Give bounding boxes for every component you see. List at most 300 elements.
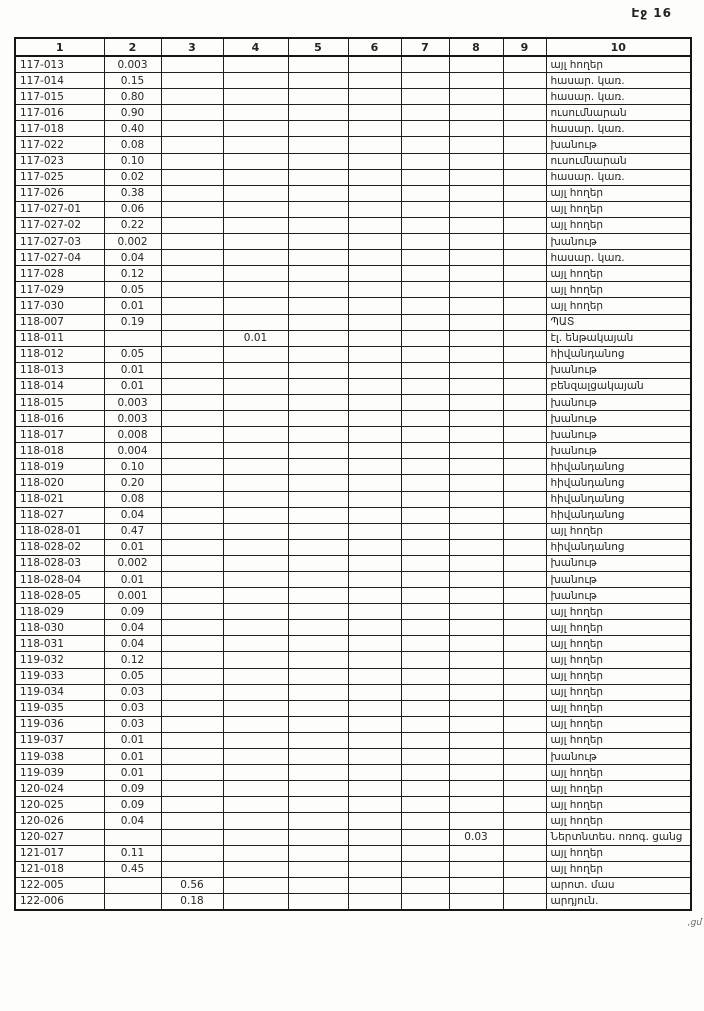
value-cell-col5 [288, 282, 348, 298]
parcel-code-cell: 119-039 [15, 765, 104, 781]
land-use-cell: խանութ [546, 555, 691, 571]
value-cell-col4 [223, 314, 288, 330]
value-cell-col3 [161, 781, 223, 797]
land-use-cell: հասար. կառ. [546, 89, 691, 105]
value-cell-col2: 0.08 [104, 491, 161, 507]
value-cell-col9 [503, 153, 546, 169]
value-cell-col5 [288, 861, 348, 877]
value-cell-col4 [223, 797, 288, 813]
value-cell-col7 [401, 234, 449, 250]
table-row [15, 765, 691, 781]
value-cell-col9 [503, 427, 546, 443]
value-cell-col3 [161, 73, 223, 89]
value-cell-col9 [503, 362, 546, 378]
value-cell-col3 [161, 201, 223, 217]
parcel-code-cell: 119-033 [15, 668, 104, 684]
value-cell-col6 [348, 298, 401, 314]
value-cell-col8 [449, 813, 503, 829]
value-cell-col6 [348, 427, 401, 443]
value-cell-col3 [161, 684, 223, 700]
value-cell-col5 [288, 56, 348, 73]
land-use-cell: այլ հողեր [546, 861, 691, 877]
value-cell-col6 [348, 266, 401, 282]
table-row [15, 797, 691, 813]
value-cell-col8 [449, 555, 503, 571]
value-cell-col8 [449, 781, 503, 797]
value-cell-col6 [348, 459, 401, 475]
value-cell-col6 [348, 877, 401, 893]
value-cell-col3 [161, 298, 223, 314]
value-cell-col7 [401, 153, 449, 169]
value-cell-col6 [348, 781, 401, 797]
value-cell-col3 [161, 185, 223, 201]
land-use-cell: արոտ. մաս [546, 877, 691, 893]
value-cell-col7 [401, 604, 449, 620]
value-cell-col5 [288, 346, 348, 362]
value-cell-col2: 0.05 [104, 668, 161, 684]
parcel-code-cell: 117-013 [15, 56, 104, 73]
value-cell-col5 [288, 845, 348, 861]
value-cell-col4 [223, 588, 288, 604]
table-row [15, 684, 691, 700]
value-cell-col9 [503, 861, 546, 877]
land-use-cell: այլ հողեր [546, 732, 691, 748]
value-cell-col7 [401, 330, 449, 346]
value-cell-col3 [161, 330, 223, 346]
value-cell-col7 [401, 845, 449, 861]
value-cell-col7 [401, 266, 449, 282]
parcel-code-cell: 117-027-04 [15, 250, 104, 266]
value-cell-col4 [223, 394, 288, 410]
land-use-cell: արդյուն. [546, 893, 691, 910]
value-cell-col3 [161, 539, 223, 555]
value-cell-col2: 0.01 [104, 298, 161, 314]
value-cell-col6 [348, 201, 401, 217]
value-cell-col7 [401, 169, 449, 185]
value-cell-col4 [223, 443, 288, 459]
value-cell-col7 [401, 394, 449, 410]
value-cell-col4 [223, 266, 288, 282]
value-cell-col8 [449, 394, 503, 410]
parcel-code-cell: 119-034 [15, 684, 104, 700]
value-cell-col4 [223, 668, 288, 684]
value-cell-col9 [503, 411, 546, 427]
value-cell-col9 [503, 282, 546, 298]
value-cell-col5 [288, 765, 348, 781]
parcel-code-cell: 119-035 [15, 700, 104, 716]
land-use-cell: այլ հողեր [546, 700, 691, 716]
land-use-cell: խանութ [546, 572, 691, 588]
value-cell-col4 [223, 298, 288, 314]
value-cell-col7 [401, 700, 449, 716]
table-row [15, 813, 691, 829]
value-cell-col9 [503, 105, 546, 121]
value-cell-col2: 0.01 [104, 765, 161, 781]
value-cell-col5 [288, 121, 348, 137]
value-cell-col3: 0.56 [161, 877, 223, 893]
value-cell-col5 [288, 829, 348, 845]
value-cell-col3 [161, 89, 223, 105]
parcel-code-cell: 118-029 [15, 604, 104, 620]
value-cell-col6 [348, 668, 401, 684]
parcel-code-cell: 118-020 [15, 475, 104, 491]
value-cell-col5 [288, 330, 348, 346]
value-cell-col9 [503, 475, 546, 491]
value-cell-col6 [348, 443, 401, 459]
value-cell-col2: 0.12 [104, 652, 161, 668]
table-row [15, 668, 691, 684]
value-cell-col2: 0.04 [104, 813, 161, 829]
value-cell-col4 [223, 845, 288, 861]
value-cell-col2: 0.47 [104, 523, 161, 539]
land-use-cell: այլ հողեր [546, 845, 691, 861]
table-row [15, 749, 691, 765]
value-cell-col8 [449, 668, 503, 684]
land-use-cell: այլ հողեր [546, 185, 691, 201]
parcel-code-cell: 118-018 [15, 443, 104, 459]
table-row [15, 137, 691, 153]
value-cell-col7 [401, 459, 449, 475]
value-cell-col8 [449, 346, 503, 362]
value-cell-col7 [401, 298, 449, 314]
value-cell-col5 [288, 73, 348, 89]
value-cell-col7 [401, 346, 449, 362]
table-row [15, 620, 691, 636]
value-cell-col2: 0.01 [104, 749, 161, 765]
value-cell-col7 [401, 411, 449, 427]
table-row [15, 539, 691, 555]
value-cell-col6 [348, 765, 401, 781]
value-cell-col6 [348, 56, 401, 73]
value-cell-col3 [161, 604, 223, 620]
parcel-code-cell: 117-027-01 [15, 201, 104, 217]
land-use-cell: ուսումնարան [546, 153, 691, 169]
table-row [15, 604, 691, 620]
value-cell-col6 [348, 684, 401, 700]
value-cell-col6 [348, 523, 401, 539]
value-cell-col8 [449, 636, 503, 652]
parcel-code-cell: 122-006 [15, 893, 104, 910]
value-cell-col9 [503, 459, 546, 475]
value-cell-col2: 0.02 [104, 169, 161, 185]
column-header-2: 2 [104, 38, 161, 56]
parcel-code-cell: 118-027 [15, 507, 104, 523]
value-cell-col2: 0.002 [104, 555, 161, 571]
value-cell-col9 [503, 394, 546, 410]
value-cell-col5 [288, 411, 348, 427]
value-cell-col5 [288, 700, 348, 716]
land-use-cell: հիվանդանոց [546, 539, 691, 555]
land-use-cell: հիվանդանոց [546, 507, 691, 523]
value-cell-col7 [401, 813, 449, 829]
value-cell-col9 [503, 845, 546, 861]
value-cell-col2: 0.04 [104, 250, 161, 266]
land-use-cell: այլ հողեր [546, 813, 691, 829]
value-cell-col8 [449, 877, 503, 893]
parcel-code-cell: 118-030 [15, 620, 104, 636]
value-cell-col7 [401, 427, 449, 443]
table-row [15, 427, 691, 443]
value-cell-col2: 0.90 [104, 105, 161, 121]
value-cell-col5 [288, 539, 348, 555]
value-cell-col9 [503, 73, 546, 89]
parcel-code-cell: 117-027-03 [15, 234, 104, 250]
parcel-code-cell: 118-014 [15, 378, 104, 394]
parcel-code-cell: 118-028-03 [15, 555, 104, 571]
value-cell-col6 [348, 73, 401, 89]
value-cell-col3 [161, 411, 223, 427]
parcel-code-cell: 118-028-05 [15, 588, 104, 604]
land-use-cell: այլ հողեր [546, 797, 691, 813]
parcel-code-cell: 117-030 [15, 298, 104, 314]
value-cell-col4 [223, 169, 288, 185]
table-row [15, 861, 691, 877]
value-cell-col8 [449, 73, 503, 89]
parcel-code-cell: 120-027 [15, 829, 104, 845]
value-cell-col3 [161, 169, 223, 185]
value-cell-col6 [348, 89, 401, 105]
value-cell-col6 [348, 346, 401, 362]
value-cell-col4 [223, 620, 288, 636]
value-cell-col4 [223, 475, 288, 491]
value-cell-col3 [161, 555, 223, 571]
value-cell-col5 [288, 507, 348, 523]
value-cell-col2 [104, 829, 161, 845]
parcel-code-cell: 119-037 [15, 732, 104, 748]
value-cell-col4 [223, 185, 288, 201]
value-cell-col6 [348, 250, 401, 266]
value-cell-col3 [161, 765, 223, 781]
value-cell-col4 [223, 732, 288, 748]
value-cell-col5 [288, 153, 348, 169]
value-cell-col6 [348, 362, 401, 378]
value-cell-col6 [348, 137, 401, 153]
value-cell-col3 [161, 700, 223, 716]
column-header-1: 1 [15, 38, 104, 56]
value-cell-col3 [161, 282, 223, 298]
column-header-10: 10 [546, 38, 691, 56]
value-cell-col2: 0.04 [104, 620, 161, 636]
value-cell-col3 [161, 636, 223, 652]
value-cell-col3 [161, 829, 223, 845]
value-cell-col6 [348, 217, 401, 233]
parcel-code-cell: 118-031 [15, 636, 104, 652]
value-cell-col7 [401, 732, 449, 748]
value-cell-col5 [288, 201, 348, 217]
land-use-cell: այլ հողեր [546, 684, 691, 700]
parcel-code-cell: 119-036 [15, 716, 104, 732]
value-cell-col5 [288, 394, 348, 410]
table-row [15, 877, 691, 893]
value-cell-col8 [449, 217, 503, 233]
value-cell-col9 [503, 829, 546, 845]
value-cell-col9 [503, 346, 546, 362]
table-row [15, 443, 691, 459]
value-cell-col6 [348, 555, 401, 571]
value-cell-col5 [288, 523, 348, 539]
value-cell-col2: 0.08 [104, 137, 161, 153]
land-use-cell: հասար. կառ. [546, 250, 691, 266]
value-cell-col3 [161, 620, 223, 636]
table-row [15, 459, 691, 475]
value-cell-col5 [288, 89, 348, 105]
table-row [15, 250, 691, 266]
value-cell-col4 [223, 153, 288, 169]
value-cell-col5 [288, 234, 348, 250]
value-cell-col3 [161, 56, 223, 73]
value-cell-col8 [449, 201, 503, 217]
value-cell-col4 [223, 89, 288, 105]
value-cell-col8 [449, 443, 503, 459]
value-cell-col8 [449, 314, 503, 330]
value-cell-col8 [449, 588, 503, 604]
value-cell-col4 [223, 604, 288, 620]
parcel-code-cell: 119-032 [15, 652, 104, 668]
value-cell-col4 [223, 234, 288, 250]
value-cell-col9 [503, 266, 546, 282]
value-cell-col9 [503, 700, 546, 716]
value-cell-col4 [223, 636, 288, 652]
parcel-code-cell: 117-028 [15, 266, 104, 282]
table-row [15, 105, 691, 121]
value-cell-col8 [449, 266, 503, 282]
value-cell-col2: 0.45 [104, 861, 161, 877]
value-cell-col7 [401, 443, 449, 459]
value-cell-col8 [449, 330, 503, 346]
value-cell-col4 [223, 56, 288, 73]
table-row [15, 555, 691, 571]
value-cell-col6 [348, 652, 401, 668]
value-cell-col5 [288, 298, 348, 314]
parcel-code-cell: 118-007 [15, 314, 104, 330]
table-row [15, 201, 691, 217]
table-row [15, 121, 691, 137]
value-cell-col5 [288, 620, 348, 636]
value-cell-col8 [449, 475, 503, 491]
value-cell-col9 [503, 636, 546, 652]
parcel-code-cell: 117-026 [15, 185, 104, 201]
value-cell-col7 [401, 137, 449, 153]
value-cell-col7 [401, 893, 449, 910]
value-cell-col9 [503, 523, 546, 539]
value-cell-col7 [401, 636, 449, 652]
value-cell-col8 [449, 427, 503, 443]
table-row [15, 153, 691, 169]
land-use-cell: հիվանդանոց [546, 459, 691, 475]
value-cell-col5 [288, 491, 348, 507]
land-use-cell: խանութ [546, 362, 691, 378]
value-cell-col8 [449, 507, 503, 523]
value-cell-col6 [348, 716, 401, 732]
value-cell-col3 [161, 217, 223, 233]
land-use-cell: այլ հողեր [546, 282, 691, 298]
value-cell-col2 [104, 330, 161, 346]
value-cell-col2: 0.003 [104, 411, 161, 427]
land-use-cell: խանութ [546, 394, 691, 410]
parcel-code-cell: 117-022 [15, 137, 104, 153]
land-use-cell: հիվանդանոց [546, 475, 691, 491]
table-row [15, 716, 691, 732]
value-cell-col5 [288, 732, 348, 748]
value-cell-col2: 0.01 [104, 572, 161, 588]
value-cell-col2 [104, 877, 161, 893]
value-cell-col9 [503, 378, 546, 394]
value-cell-col3 [161, 588, 223, 604]
value-cell-col7 [401, 362, 449, 378]
value-cell-col8 [449, 169, 503, 185]
land-use-cell: ՊԱՏ [546, 314, 691, 330]
value-cell-col2: 0.09 [104, 781, 161, 797]
value-cell-col4 [223, 362, 288, 378]
parcel-code-cell: 120-026 [15, 813, 104, 829]
table-row [15, 314, 691, 330]
land-use-cell: այլ հողեր [546, 523, 691, 539]
parcel-code-cell: 118-019 [15, 459, 104, 475]
value-cell-col3 [161, 749, 223, 765]
parcel-code-cell: 117-023 [15, 153, 104, 169]
table-row [15, 588, 691, 604]
parcel-code-cell: 121-017 [15, 845, 104, 861]
value-cell-col7 [401, 829, 449, 845]
parcel-code-cell: 118-012 [15, 346, 104, 362]
parcel-code-cell: 117-025 [15, 169, 104, 185]
value-cell-col2: 0.06 [104, 201, 161, 217]
land-use-cell: բենզալցակայան [546, 378, 691, 394]
value-cell-col6 [348, 507, 401, 523]
value-cell-col2: 0.11 [104, 845, 161, 861]
parcel-code-cell: 120-024 [15, 781, 104, 797]
value-cell-col9 [503, 539, 546, 555]
value-cell-col9 [503, 588, 546, 604]
value-cell-col4 [223, 539, 288, 555]
header-row [15, 38, 691, 56]
value-cell-col9 [503, 314, 546, 330]
value-cell-col6 [348, 636, 401, 652]
value-cell-col5 [288, 749, 348, 765]
value-cell-col8 [449, 620, 503, 636]
value-cell-col7 [401, 572, 449, 588]
value-cell-col7 [401, 89, 449, 105]
value-cell-col2: 0.001 [104, 588, 161, 604]
value-cell-col5 [288, 636, 348, 652]
value-cell-col6 [348, 604, 401, 620]
value-cell-col4 [223, 217, 288, 233]
value-cell-col9 [503, 652, 546, 668]
value-cell-col5 [288, 378, 348, 394]
value-cell-col6 [348, 588, 401, 604]
value-cell-col6 [348, 829, 401, 845]
value-cell-col6 [348, 411, 401, 427]
value-cell-col6 [348, 491, 401, 507]
value-cell-col9 [503, 813, 546, 829]
value-cell-col6 [348, 749, 401, 765]
value-cell-col6 [348, 539, 401, 555]
value-cell-col8 [449, 137, 503, 153]
parcel-code-cell: 118-028-02 [15, 539, 104, 555]
value-cell-col3: 0.18 [161, 893, 223, 910]
value-cell-col3 [161, 716, 223, 732]
value-cell-col9 [503, 121, 546, 137]
value-cell-col6 [348, 620, 401, 636]
value-cell-col7 [401, 588, 449, 604]
value-cell-col5 [288, 169, 348, 185]
value-cell-col9 [503, 250, 546, 266]
table-row [15, 507, 691, 523]
value-cell-col3 [161, 491, 223, 507]
value-cell-col3 [161, 572, 223, 588]
table-row [15, 636, 691, 652]
table-row [15, 394, 691, 410]
